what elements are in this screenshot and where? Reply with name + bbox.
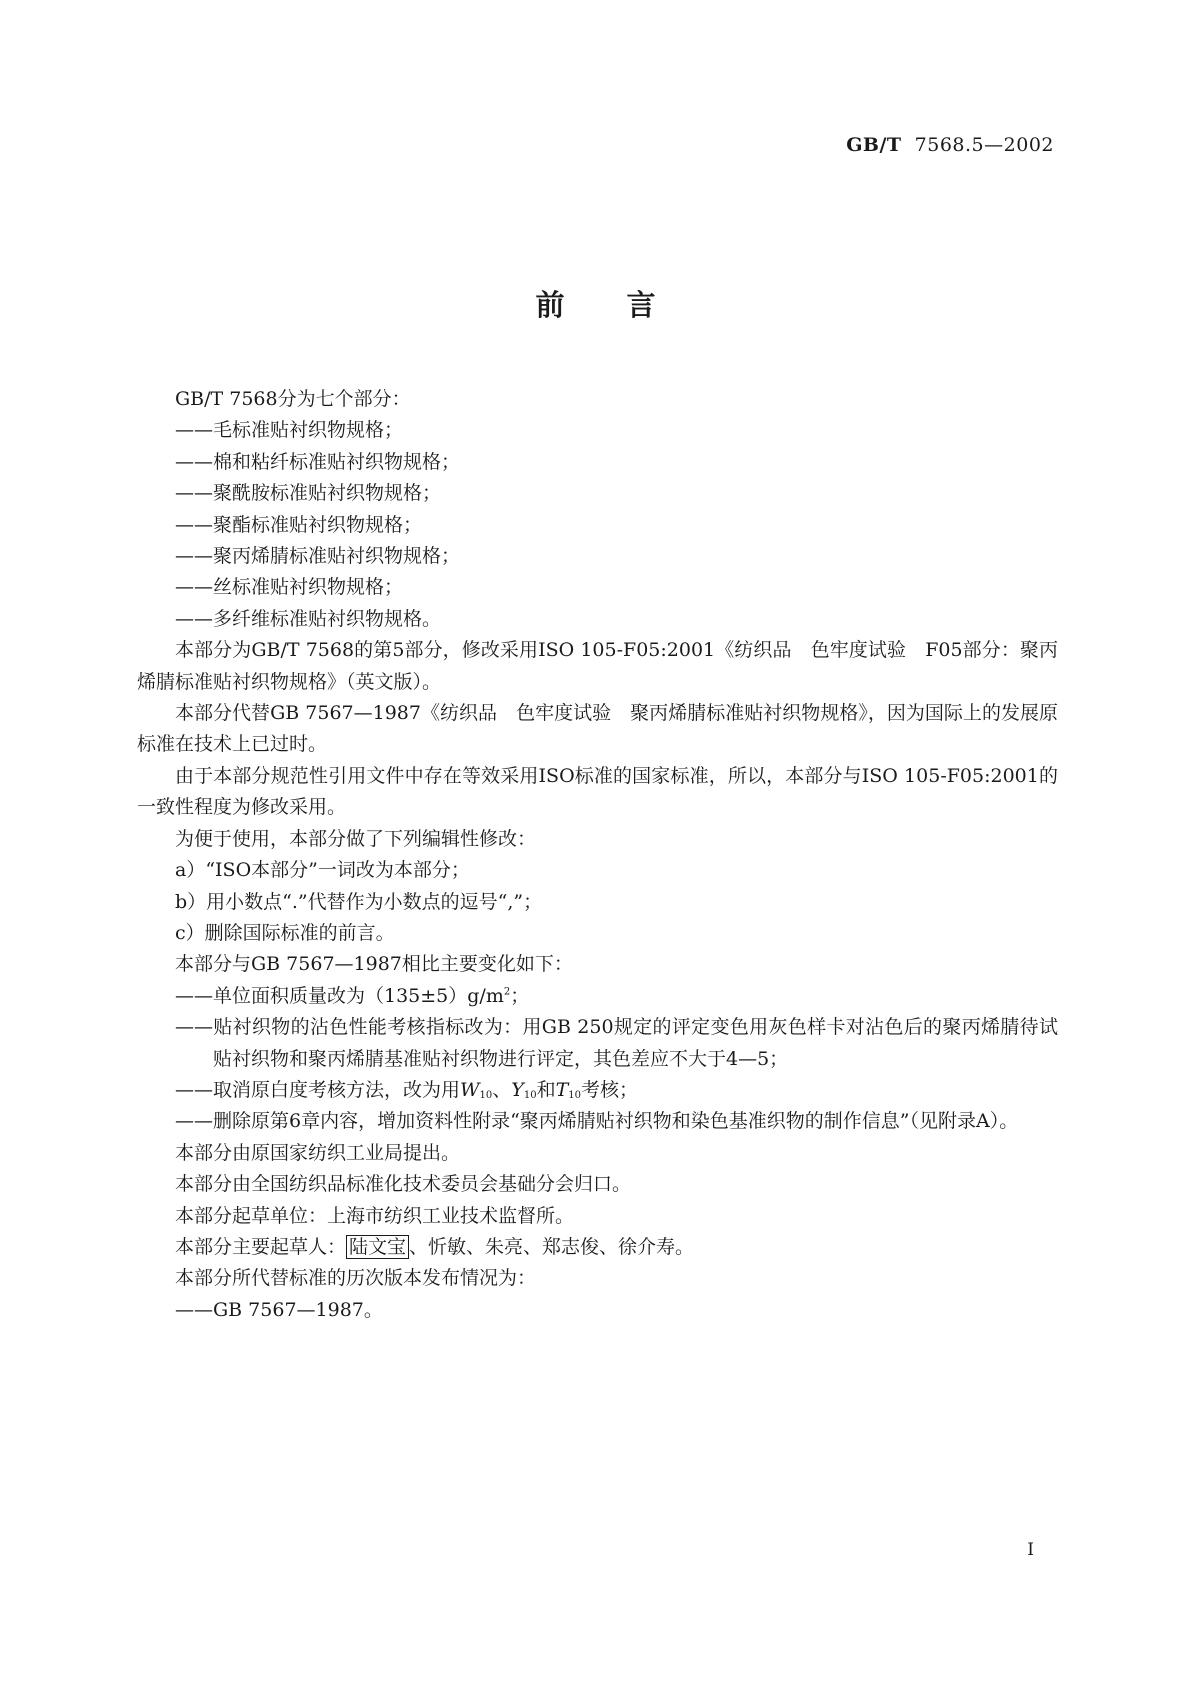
part-item: —— 多纤维标准贴衬织物规格。	[137, 604, 1058, 635]
paragraph-drafters: 本部分主要起草人： 陆文宝 、忻敏、朱亮、郑志俊、徐介寿。	[175, 1235, 695, 1258]
paragraph-consistency: 由于本部分规范性引用文件中存在等效采用ISO标准的国家标准，所以，本部分与ISO 105-F05:2001的一致性程度为修改采用。	[137, 764, 1058, 819]
part-item: —— 聚酯标准贴衬织物规格；	[137, 510, 1058, 541]
edit-item: a）“ISO本部分”一词改为本部分；	[175, 859, 470, 882]
paragraph-adoption: 本部分为GB/T 7568的第5部分，修改采用ISO 105-F05:2001《纺织品 色牢度试验 F05部分：聚丙烯腈标准贴衬织物规格》（英文版）。	[137, 639, 1058, 693]
standard-code	[846, 134, 1054, 156]
change-item-staining: —— 贴衬织物的沾色性能考核指标改为：用GB 250规定的评定变色用灰色样卡对沾色后的聚丙烯腈待试贴衬织物和聚丙烯腈基准贴衬织物进行评定，其色差应不大于4—5；	[137, 1012, 1058, 1075]
page-number: I	[1027, 1540, 1034, 1560]
paragraph-history-intro: 本部分所代替标准的历次版本发布情况为：	[175, 1267, 537, 1290]
change-item-whiteness: —— 取消原白度考核方法，改为用$W_{10}$、$Y_{10}$和$T_{10}$考核；	[137, 1075, 1058, 1106]
standard-prefix: GB/T	[846, 134, 902, 156]
history-item: —— GB 7567—1987。	[137, 1295, 1058, 1326]
paragraph-parts-intro: GB/T 7568分为七个部分：	[175, 388, 411, 410]
part-item: —— 毛标准贴衬织物规格；	[137, 415, 1058, 446]
paragraph-drafting-unit: 本部分起草单位：上海市纺织工业技术监督所。	[175, 1204, 575, 1227]
standard-number: 7568.5—2002	[914, 134, 1054, 156]
page-title: 前言	[535, 288, 718, 322]
change-item-annex: —— 删除原第6章内容，增加资料性附录“聚丙烯腈贴衬织物和染色基准织物的制作信息”（见附录A）。	[137, 1106, 1058, 1137]
boxed-drafter-name: 陆文宝	[346, 1235, 409, 1259]
paragraph-replacement: 本部分代替GB 7567—1987《纺织品 色牢度试验 聚丙烯腈标准贴衬织物规格》，因为国际上的发展原标准在技术上已过时。	[137, 702, 1058, 756]
paragraph-committee: 本部分由全国纺织品标准化技术委员会基础分会归口。	[175, 1173, 632, 1196]
paragraph-changes-intro: 本部分与GB 7567—1987相比主要变化如下：	[175, 953, 573, 976]
foreword-body	[137, 384, 1058, 1326]
part-item: —— 丝标准贴衬织物规格；	[137, 572, 1058, 603]
change-item-mass: —— 单位面积质量改为$(135\pm 5)g/m^2$；	[137, 981, 1058, 1012]
paragraph-proposer: 本部分由原国家纺织工业局提出。	[175, 1141, 461, 1164]
paragraph-edits-intro: 为便于使用，本部分做了下列编辑性修改：	[175, 827, 537, 850]
edit-item: b）用小数点“.”代替作为小数点的逗号“,”；	[175, 890, 543, 913]
part-item: —— 聚丙烯腈标准贴衬织物规格；	[137, 541, 1058, 572]
part-item: —— 棉和粘纤标准贴衬织物规格；	[137, 447, 1058, 478]
edit-item: c）删除国际标准的前言。	[175, 921, 395, 944]
part-item: —— 聚酰胺标准贴衬织物规格；	[137, 478, 1058, 509]
